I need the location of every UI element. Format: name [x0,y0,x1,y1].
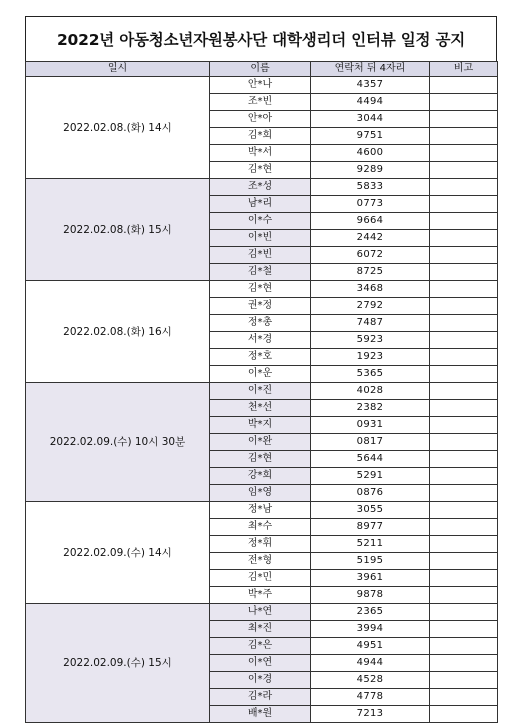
phone-cell: 4944 [311,655,430,672]
table-row [26,281,498,298]
note-cell [430,247,498,264]
phone-cell: 5644 [311,451,430,468]
phone-cell: 9289 [311,162,430,179]
phone-cell: 5833 [311,179,430,196]
note-cell [430,451,498,468]
note-cell [430,298,498,315]
note-cell [430,689,498,706]
name-cell: 조*성 [210,179,311,196]
name-cell: 임*영 [210,485,311,502]
phone-cell: 1923 [311,349,430,366]
name-cell: 정*호 [210,349,311,366]
note-cell [430,281,498,298]
phone-cell: 2442 [311,230,430,247]
phone-cell: 4528 [311,672,430,689]
name-cell: 이*연 [210,655,311,672]
note-cell [430,230,498,247]
name-cell: 이*수 [210,213,311,230]
header-datetime: 일시 [26,62,210,77]
phone-cell: 3468 [311,281,430,298]
note-cell [430,77,498,94]
note-cell [430,502,498,519]
datetime-cell: 2022.02.09.(수) 14시 [26,502,210,604]
name-cell: 정*휘 [210,536,311,553]
name-cell: 김*희 [210,128,311,145]
header-name: 이름 [210,62,311,77]
note-cell [430,621,498,638]
note-cell [430,417,498,434]
name-cell: 안*아 [210,111,311,128]
note-cell [430,196,498,213]
phone-cell: 5195 [311,553,430,570]
name-cell: 김*빈 [210,247,311,264]
name-cell: 강*희 [210,468,311,485]
name-cell: 전*형 [210,553,311,570]
name-cell: 이*경 [210,672,311,689]
name-cell: 이*빈 [210,230,311,247]
name-cell: 박*지 [210,417,311,434]
name-cell: 박*서 [210,145,311,162]
phone-cell: 0876 [311,485,430,502]
note-cell [430,94,498,111]
datetime-cell: 2022.02.09.(수) 15시 [26,604,210,723]
name-cell: 조*빈 [210,94,311,111]
header-note: 비고 [430,62,498,77]
name-cell: 이*운 [210,366,311,383]
note-cell [430,604,498,621]
name-cell: 김*민 [210,570,311,587]
name-cell: 김*현 [210,451,311,468]
name-cell: 최*수 [210,519,311,536]
name-cell: 서*경 [210,332,311,349]
phone-cell: 5923 [311,332,430,349]
phone-cell: 0931 [311,417,430,434]
name-cell: 최*진 [210,621,311,638]
note-cell [430,111,498,128]
datetime-cell: 2022.02.08.(화) 15시 [26,179,210,281]
table-row [26,502,498,519]
note-cell [430,213,498,230]
name-cell: 권*정 [210,298,311,315]
phone-cell: 3044 [311,111,430,128]
note-cell [430,485,498,502]
note-cell [430,145,498,162]
phone-cell: 9664 [311,213,430,230]
phone-cell: 7487 [311,315,430,332]
datetime-cell: 2022.02.09.(수) 10시 30분 [26,383,210,502]
note-cell [430,366,498,383]
header-row [26,62,498,77]
phone-cell: 5211 [311,536,430,553]
page-title: 2022년 아동청소년자원봉사단 대학생리더 인터뷰 일정 공지 [25,16,497,61]
note-cell [430,349,498,366]
name-cell: 이*완 [210,434,311,451]
note-cell [430,264,498,281]
phone-cell: 4028 [311,383,430,400]
note-cell [430,655,498,672]
phone-cell: 4778 [311,689,430,706]
note-cell [430,179,498,196]
note-cell [430,587,498,604]
schedule-table [25,61,498,723]
phone-cell: 5291 [311,468,430,485]
note-cell [430,315,498,332]
phone-cell: 7213 [311,706,430,723]
schedule-sheet [25,16,497,723]
phone-cell: 9751 [311,128,430,145]
phone-cell: 8725 [311,264,430,281]
name-cell: 박*주 [210,587,311,604]
name-cell: 김*현 [210,162,311,179]
name-cell: 나*연 [210,604,311,621]
name-cell: 천*선 [210,400,311,417]
note-cell [430,519,498,536]
datetime-cell: 2022.02.08.(화) 16시 [26,281,210,383]
note-cell [430,332,498,349]
name-cell: 남*리 [210,196,311,213]
note-cell [430,162,498,179]
phone-cell: 3994 [311,621,430,638]
name-cell: 김*은 [210,638,311,655]
table-row [26,604,498,621]
header-phone: 연락처 뒤 4자리 [311,62,430,77]
table-row [26,179,498,196]
note-cell [430,536,498,553]
phone-cell: 8977 [311,519,430,536]
note-cell [430,383,498,400]
phone-cell: 4951 [311,638,430,655]
note-cell [430,468,498,485]
name-cell: 정*남 [210,502,311,519]
note-cell [430,400,498,417]
note-cell [430,128,498,145]
datetime-cell: 2022.02.08.(화) 14시 [26,77,210,179]
phone-cell: 4357 [311,77,430,94]
phone-cell: 3055 [311,502,430,519]
note-cell [430,570,498,587]
name-cell: 이*진 [210,383,311,400]
phone-cell: 3961 [311,570,430,587]
name-cell: 배*원 [210,706,311,723]
note-cell [430,553,498,570]
table-row [26,383,498,400]
name-cell: 김*철 [210,264,311,281]
phone-cell: 2382 [311,400,430,417]
name-cell: 김*라 [210,689,311,706]
phone-cell: 0817 [311,434,430,451]
name-cell: 김*현 [210,281,311,298]
phone-cell: 2365 [311,604,430,621]
table-body [26,77,498,723]
note-cell [430,638,498,655]
note-cell [430,672,498,689]
phone-cell: 0773 [311,196,430,213]
phone-cell: 9878 [311,587,430,604]
phone-cell: 4600 [311,145,430,162]
phone-cell: 5365 [311,366,430,383]
name-cell: 정*총 [210,315,311,332]
phone-cell: 2792 [311,298,430,315]
phone-cell: 6072 [311,247,430,264]
name-cell: 안*나 [210,77,311,94]
table-row [26,77,498,94]
phone-cell: 4494 [311,94,430,111]
note-cell [430,434,498,451]
